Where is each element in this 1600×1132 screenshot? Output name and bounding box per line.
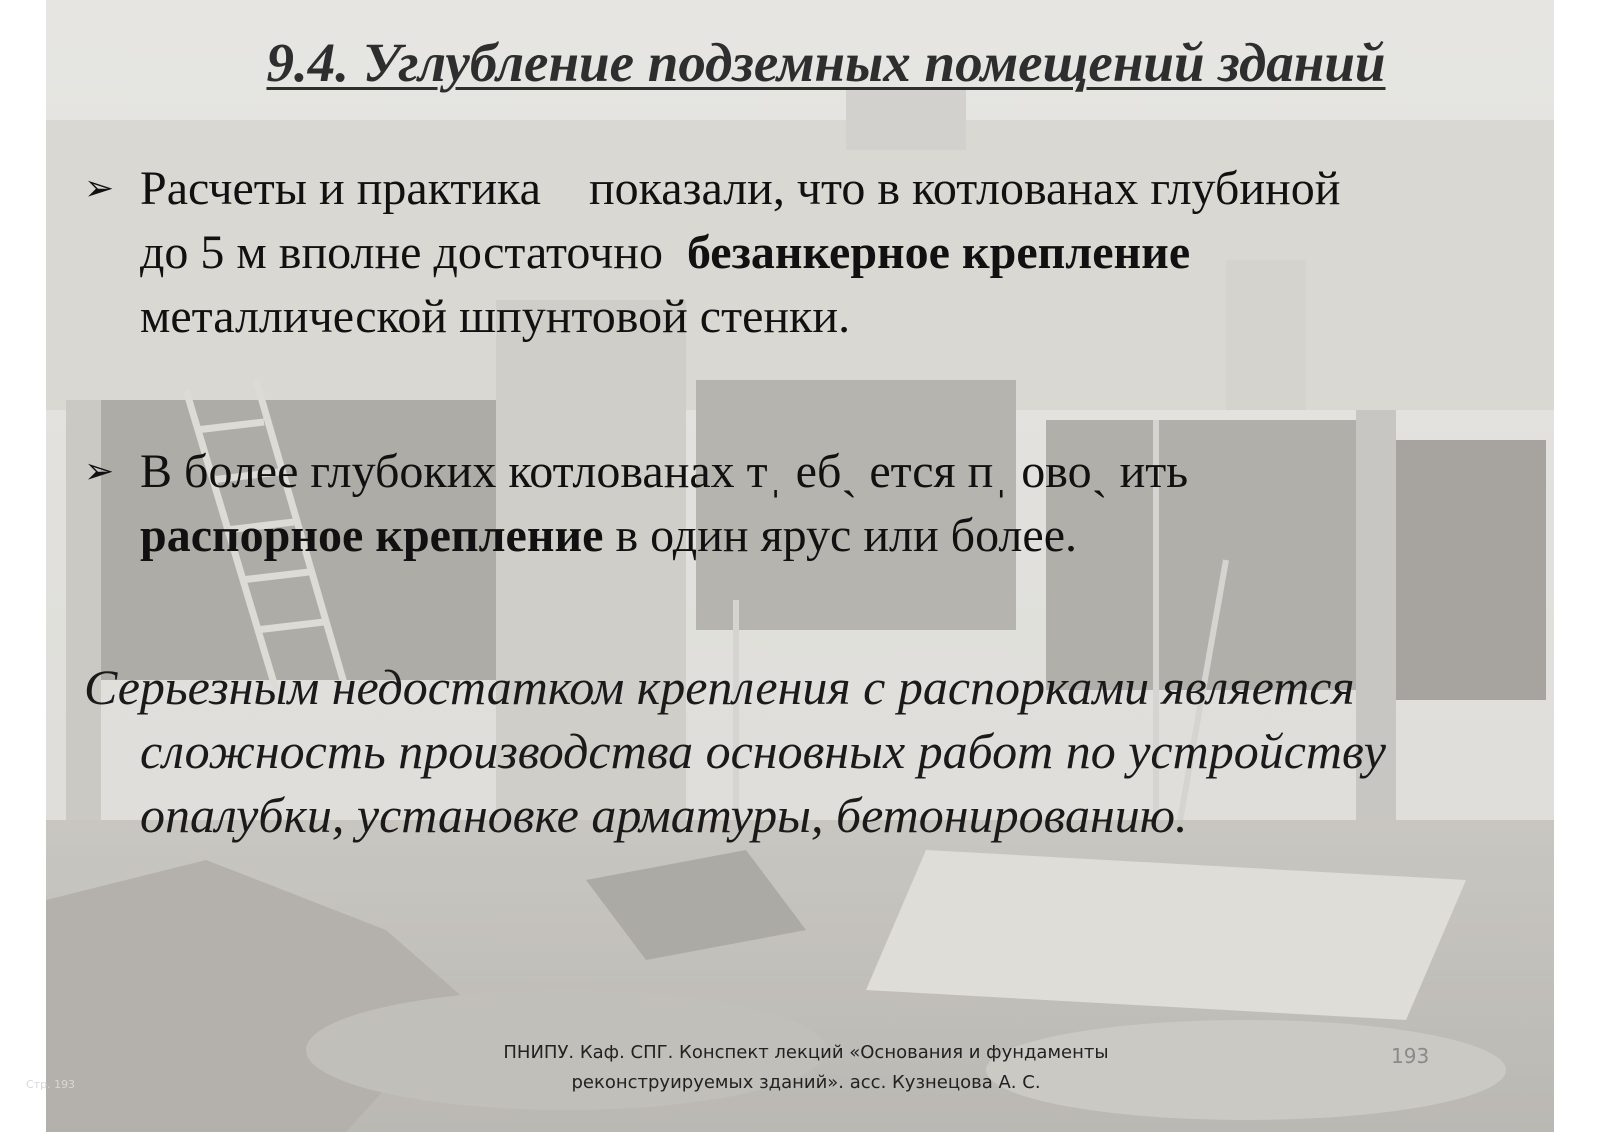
bullet-line: металлической шпунтовой стенки. — [140, 290, 851, 343]
bullet-text — [140, 157, 1524, 349]
bullet-unanchored-support — [84, 157, 1524, 349]
arrow-bullet-icon: ➢ — [84, 451, 115, 492]
page-corner-label: Стр. 193 — [26, 1078, 76, 1091]
bullet-strut-support — [84, 440, 1524, 568]
note-line: сложность производства основных работ по устройству — [140, 723, 1386, 779]
bullet-line: до 5 м вполне достаточно — [140, 226, 687, 279]
arrow-bullet-icon: ➢ — [84, 168, 115, 209]
note-line: Серьезным недостатком крепления с распорками является — [84, 659, 1355, 715]
italic-note — [84, 655, 1524, 847]
lecture-slide — [46, 0, 1554, 1132]
bullet-line: В более глубоких котлованах тˌ ебˎ ется пˌ овоˎ ить — [140, 445, 1189, 498]
slide-footer — [426, 1038, 1186, 1098]
bold-term: безанкерное крепление — [686, 226, 1191, 279]
slide-title: 9.4. Углубление подземных помещений зданий — [266, 32, 1386, 93]
bold-term: распорное крепление — [140, 509, 604, 562]
slide-number: 193 — [1391, 1044, 1430, 1068]
footer-line: реконструируемых зданий». асс. Кузнецова А. С. — [571, 1072, 1041, 1093]
note-line: опалубки, установке арматуры, бетонированию. — [140, 787, 1188, 843]
footer-line: ПНИПУ. Каф. СПГ. Конспект лекций «Основания и фундаменты — [503, 1042, 1109, 1063]
bullet-line: в один ярус или более. — [603, 509, 1077, 562]
bullet-line: Расчеты и практика показали, что в котлованах глубиной — [140, 162, 1341, 215]
bullet-text — [140, 440, 1524, 568]
